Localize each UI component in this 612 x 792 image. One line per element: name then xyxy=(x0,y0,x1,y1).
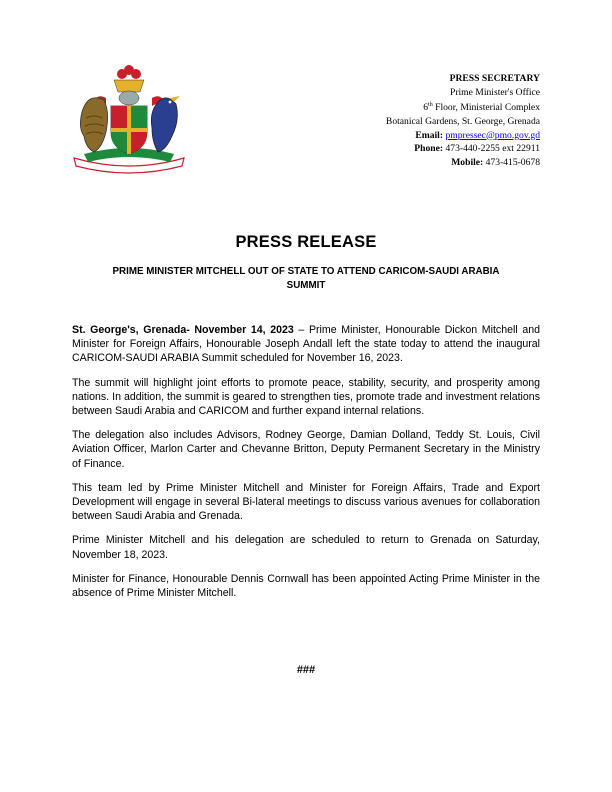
contact-email-line xyxy=(320,129,540,143)
contact-floor xyxy=(320,99,540,115)
coat-of-arms-graphic xyxy=(66,62,192,174)
press-release-title: PRESS RELEASE xyxy=(235,233,377,251)
phone-value: 473-440-2255 ext 22911 xyxy=(445,143,540,155)
contact-floor-suffix: th xyxy=(428,102,433,109)
contact-floor-number: 6 xyxy=(423,102,429,114)
email-label: Email: xyxy=(415,129,444,141)
paragraph-2: The summit will highlight joint efforts to promote peace, stability, security, and prosperity among nations. In addition, the summit is geared to strengthen ties, promote trade and investment relations between Saudi Arabia and CARICOM and further expand internal relations. xyxy=(72,376,540,418)
paragraph-6: Minister for Finance, Honourable Dennis Cornwall has been appointed Acting Prime Minister in the absence of Prime Minister Mitchell. xyxy=(72,572,540,600)
paragraph-5: Prime Minister Mitchell and his delegation are scheduled to return to Grenada on Saturday, November 18, 2023. xyxy=(72,534,540,561)
mobile-value: 473-415-0678 xyxy=(485,156,540,168)
contact-floor-rest: Floor, Ministerial Complex xyxy=(432,102,540,114)
paragraph-1-text: – Prime Minister, Honourable Dickon Mitchell and Minister for Foreign Affairs, Honourable Joseph Andall left the state today to attend the inaugural CARICOM-SAUDI ARABIA Summit scheduled for November 16, 2023. xyxy=(72,324,541,365)
release-body xyxy=(72,323,540,610)
release-headline: PRIME MINISTER MITCHELL OUT OF STATE TO ATTEND CARICOM-SAUDI ARABIA SUMMIT xyxy=(112,266,500,291)
contact-title: PRESS SECRETARY xyxy=(449,73,540,84)
mobile-label: Mobile: xyxy=(451,156,484,168)
contact-mobile-line xyxy=(320,156,540,170)
email-link[interactable]: pmpressec@pmo.gov.gd xyxy=(445,129,540,141)
contact-office: Prime Minister's Office xyxy=(449,86,540,98)
dateline: St. George's, Grenada- November 14, 2023 xyxy=(72,324,294,336)
contact-address: Botanical Gardens, St. George, Grenada xyxy=(385,115,540,127)
contact-phone-line xyxy=(320,142,540,156)
paragraph-1 xyxy=(72,323,540,366)
phone-label: Phone: xyxy=(414,143,444,155)
paragraph-3: The delegation also includes Advisors, Rodney George, Damian Dolland, Teddy St. Louis, Civil Aviation Officer, Marlon Carter and Chevanne Britton, Deputy Permanent Secretary in the Ministry of Finance. xyxy=(72,429,540,470)
end-of-release-mark: ### xyxy=(296,664,316,676)
press-secretary-contact-block xyxy=(320,72,540,169)
paragraph-4: This team led by Prime Minister Mitchell and Minister for Foreign Affairs, Trade and Export Development will engage in several Bi-lateral meetings to discuss various avenues for collaboration between Saudi Arabia and Grenada. xyxy=(72,481,540,523)
coat-of-arms-logo xyxy=(66,62,192,174)
